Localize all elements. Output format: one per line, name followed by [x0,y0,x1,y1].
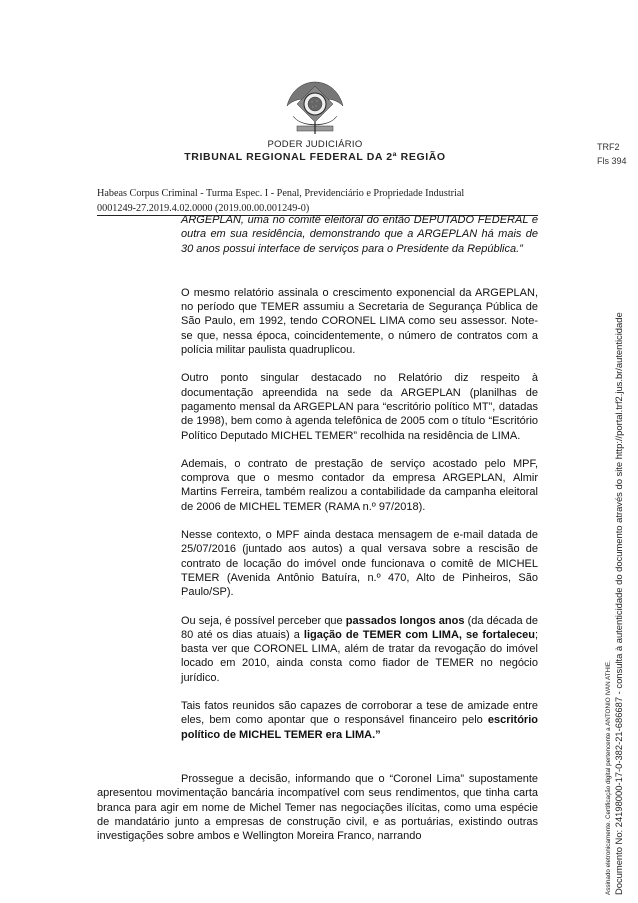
paragraph-5-text-c: ; basta ver que CORONEL LIMA, além de tratar da revogação do imóvel locado em 2010, ainda consta como fiador de TEMER no negócio jurídico. [181,628,538,684]
authenticity-line: Documento No: 24198000-17-0-382-21-686687 - consulta à autenticidade do documento através do site http://portal.trf2.jus.br/autenticidade [613,312,624,895]
quotation-tail: ARGEPLAN, uma no comitê eleitoral do então DEPUTADO FEDERAL e outra em sua residência, demonstrando que a ARGEPLAN há mais de 30 anos possui interface de serviços para o Presidente da República.” [181,214,538,255]
paragraph-5-bold-a: passados longos anos [345,614,465,627]
paragraph-5-text-a: Ou seja, é possível perceber que [181,614,346,627]
paragraph-6-bold: escritório político de MICHEL TEMER era LIMA.” [181,714,538,741]
court-header [150,139,480,163]
folio-court: TRF2 [597,142,620,152]
court-name-line1: PODER JUDICIÁRIO [267,139,363,150]
court-name-line2: TRIBUNAL REGIONAL FEDERAL DA 2ª REGIÃO [184,151,446,163]
case-header [97,187,538,216]
signature-line: Assinado eletronicamente. Certificação digital pertencente a ANTONIO IVAN ATHIE. [605,660,612,895]
folio-reference [597,140,627,168]
paragraph-1: O mesmo relatório assinala o crescimento exponencial da ARGEPLAN, no período que TEMER assumiu a Secretaria de Segurança Pública de São Paulo, em 1992, tendo CORONEL LIMA como seu assessor. Note-se que, nessa época, coincidentemente, o número de contratos com a polícia militar paulista quadruplicou. [181,286,538,357]
digital-signature-stamp [604,255,625,895]
paragraph-5-bold-b: ligação de TEMER com LIMA, se fortaleceu [303,628,535,641]
paragraph-2: Outro ponto singular destacado no Relatório diz respeito à documentação apreendida na sede da ARGEPLAN (planilhas de pagamento mensal da ARGEPLAN para “escritório político MT”, datadas de 1998), bem como à agenda telefônica de 2005 com o título “Escritório Político Deputado MICHEL TEMER” recolhida na residência de LIMA. [181,372,538,442]
paragraph-7: Prossegue a decisão, informando que o “Coronel Lima” supostamente apresentou movimentação bancária incompatível com seus rendimentos, que tinha carta branca para agir em nome de Michel Temer nas negociações ilícitas, como uma espécie de mandatário junto a empresas de construção civil, e as portuárias, existindo outras investigações sobre ambos e Wellington Moreira Franco, narrando [97,772,538,843]
case-class: Habeas Corpus Criminal - Turma Espec. I - Penal, Previdenciário e Propriedade Industrial [97,188,465,199]
paragraph-6-text: Tais fatos reunidos são capazes de corroborar a tese de amizade entre eles, bem como apontar que o responsável financeiro pelo [181,700,538,727]
paragraph-5-text-b: (da década de 80 até os dias atuais) a [181,614,539,641]
paragraph-3: Ademais, o contrato de prestação de serviço acostado pelo MPF, comprova que o mesmo contador da empresa ARGEPLAN, Almir Martins Ferreira, também realizou a contabilidade da campanha eleitoral de 2006 de MICHEL TEMER (RAMA n.º 97/2018). [181,457,538,513]
paragraph-4: Nesse contexto, o MPF ainda destaca mensagem de e-mail datada de 25/07/2016 (juntado aos autos) a qual versava sobre a rescisão de contrato de locação do imóvel onde funcionava o comitê de MICHEL TEMER (Avenida Antônio Batuíra, n.º 470, Alto de Pinheiros, São Paulo/SP). [181,529,538,599]
document-body [97,213,538,843]
paragraph-5 [181,614,538,685]
paragraph-6 [181,699,538,742]
case-number: 0001249-27.2019.4.02.0000 (2019.00.00.001249-0) [97,202,538,216]
coat-of-arms-icon [283,76,347,136]
folio-number: Fls 394 [597,156,627,166]
